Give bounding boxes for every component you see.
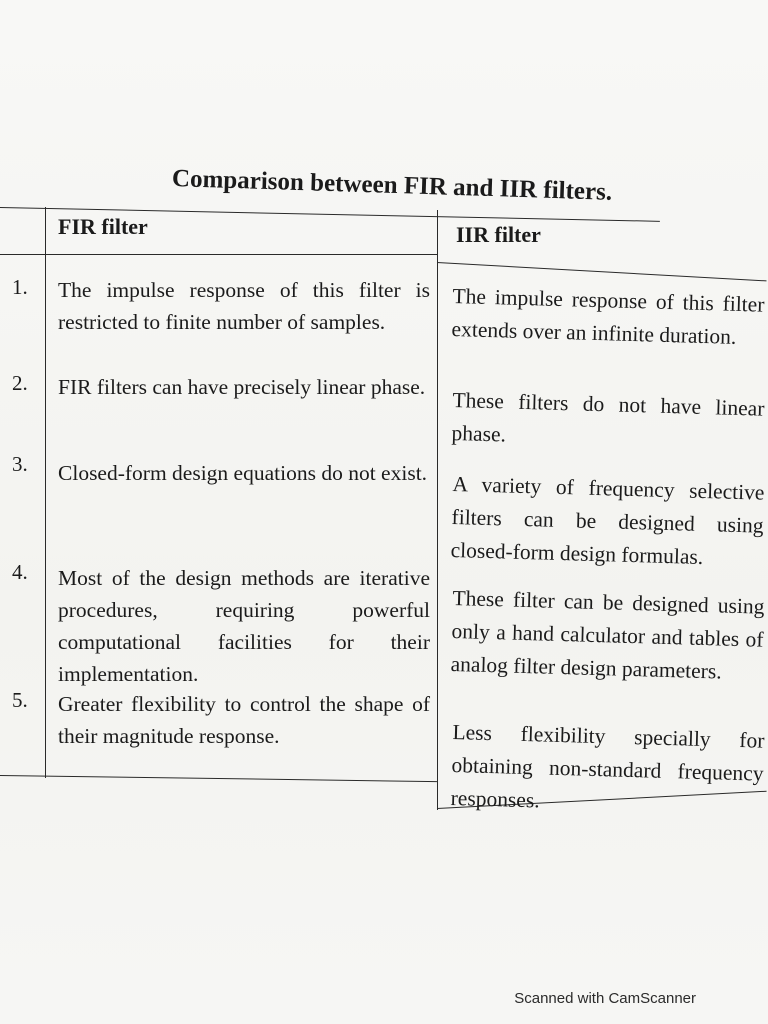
row-1-fir-text: The impulse response of this filter is restricted to finite number of samples. [58, 278, 430, 334]
row-2-iir-text: These filters do not have linear phase. [451, 387, 765, 447]
row-5-number: 5. [12, 688, 28, 712]
header-bottom-rule-left [0, 254, 437, 255]
column-divider [437, 210, 438, 810]
row-3-fir-text: Closed-form design equations do not exist. [58, 461, 428, 485]
row-5-iir-text: Less flexibility specially for obtaining non-standard frequency responses. [450, 719, 765, 813]
row-3-iir-text: A variety of frequency selective filters can be designed using closed-form design formulas. [450, 471, 765, 570]
header-iir-filter: IIR filter [456, 222, 541, 247]
table-title: Comparison between FIR and IIR filters. [171, 165, 613, 206]
row-2-fir-text: FIR filters can have precisely linear phase. [58, 375, 426, 399]
row-5-fir-text: Greater flexibility to control the shape of their magnitude response. [58, 692, 430, 748]
table-bottom-rule-left [0, 775, 437, 782]
row-3-number: 3. [12, 452, 28, 476]
number-column-divider [45, 207, 46, 778]
row-1-number: 1. [12, 275, 28, 299]
header-fir-filter: FIR filter [58, 214, 148, 239]
row-4-fir-text: Most of the design methods are iterative procedures, requiring powerful computational facilities for their implementation. [58, 566, 430, 686]
row-2-number: 2. [12, 371, 28, 395]
header-bottom-rule-right [437, 262, 767, 281]
camscanner-watermark: Scanned with CamScanner [514, 990, 696, 1007]
row-1-iir-text: The impulse response of this filter extends over an infinite duration. [451, 283, 765, 349]
row-4-number: 4. [12, 560, 28, 584]
row-4-iir-text: These filter can be designed using only a hand calculator and tables of analog filter design parameters. [450, 585, 765, 684]
